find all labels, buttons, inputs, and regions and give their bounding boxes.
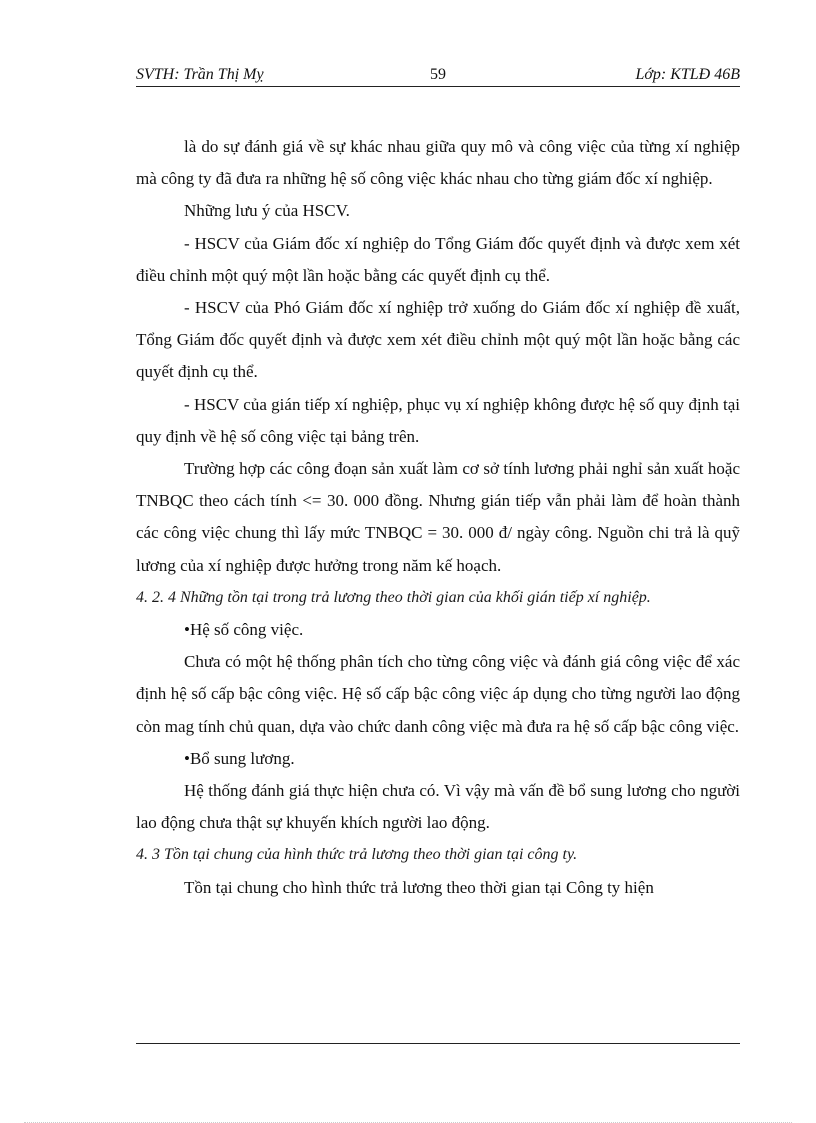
section-heading-4-2-4: 4. 2. 4 Những tồn tại trong trả lương theo thời gian của khối gián tiếp xí nghiệp. bbox=[136, 588, 651, 606]
paragraph-evaluation-system: Hệ thống đánh giá thực hiện chưa có. Vì vậy mà vấn đề bổ sung lương cho người lao động chưa thật sự khuyến khích người lao động. bbox=[136, 781, 740, 833]
paragraph-note-1: - HSCV của Giám đốc xí nghiệp do Tổng Giám đốc quyết định và được xem xét điều chỉnh một quý một lần hoặc bằng các quyết định cụ thể. bbox=[136, 233, 740, 285]
paragraph-note-2: - HSCV của Phó Giám đốc xí nghiệp trở xuống do Giám đốc xí nghiệp đề xuất, Tổng Giám đốc quyết định và được xem xét điều chỉnh một quý một lần hoặc bằng các quyết định cụ thể. bbox=[136, 298, 740, 382]
page-body bbox=[136, 131, 740, 904]
header-page-number: 59 bbox=[430, 66, 446, 83]
bullet-job-coefficient: •Hệ số công việc. bbox=[184, 620, 304, 640]
header-class: Lớp: KTLĐ 46B bbox=[635, 66, 740, 83]
section-heading-4-3: 4. 3 Tồn tại chung của hình thức trả lương theo thời gian tại công ty. bbox=[136, 846, 578, 864]
footer-rule bbox=[136, 1043, 740, 1044]
paragraph-continuation: là do sự đánh giá về sự khác nhau giữa quy mô và công việc của từng xí nghiệp mà công ty đã đưa ra những hệ số công việc khác nhau cho từng giám đốc xí nghiệp. bbox=[136, 137, 740, 189]
paragraph-production-case: Trường hợp các công đoạn sản xuất làm cơ sở tính lương phải nghỉ sản xuất hoặc TNBQC theo cách tính <= 30. 000 đồng. Nhưng gián tiếp vẫn phải làm để hoàn thành các công việc chung thì lấy mức TNBQC = 30. 000 đ/ ngày công. Nguồn chi trả là quỹ lương của xí nghiệp được hưởng trong năm kế hoạch. bbox=[136, 459, 740, 575]
header-author: SVTH: Trần Thị Mỵ bbox=[136, 66, 264, 83]
paragraph-note-3: - HSCV của gián tiếp xí nghiệp, phục vụ xí nghiệp không được hệ số quy định tại quy định về hệ số công việc tại bảng trên. bbox=[136, 394, 740, 446]
page-header bbox=[136, 64, 740, 87]
paragraph-general-issues: Tồn tại chung cho hình thức trả lương theo thời gian tại Công ty hiện bbox=[184, 877, 654, 897]
paragraph-notes-title: Những lưu ý của HSCV. bbox=[184, 201, 350, 221]
paragraph-job-analysis: Chưa có một hệ thống phân tích cho từng công việc và đánh giá công việc để xác định hệ số cấp bậc công việc. Hệ số cấp bậc công việc áp dụng cho từng người lao động còn mag tính chủ quan, dựa vào chức danh công việc mà đưa ra hệ số cấp bậc công việc. bbox=[136, 652, 740, 736]
bullet-salary-supplement: •Bổ sung lương. bbox=[184, 748, 295, 768]
